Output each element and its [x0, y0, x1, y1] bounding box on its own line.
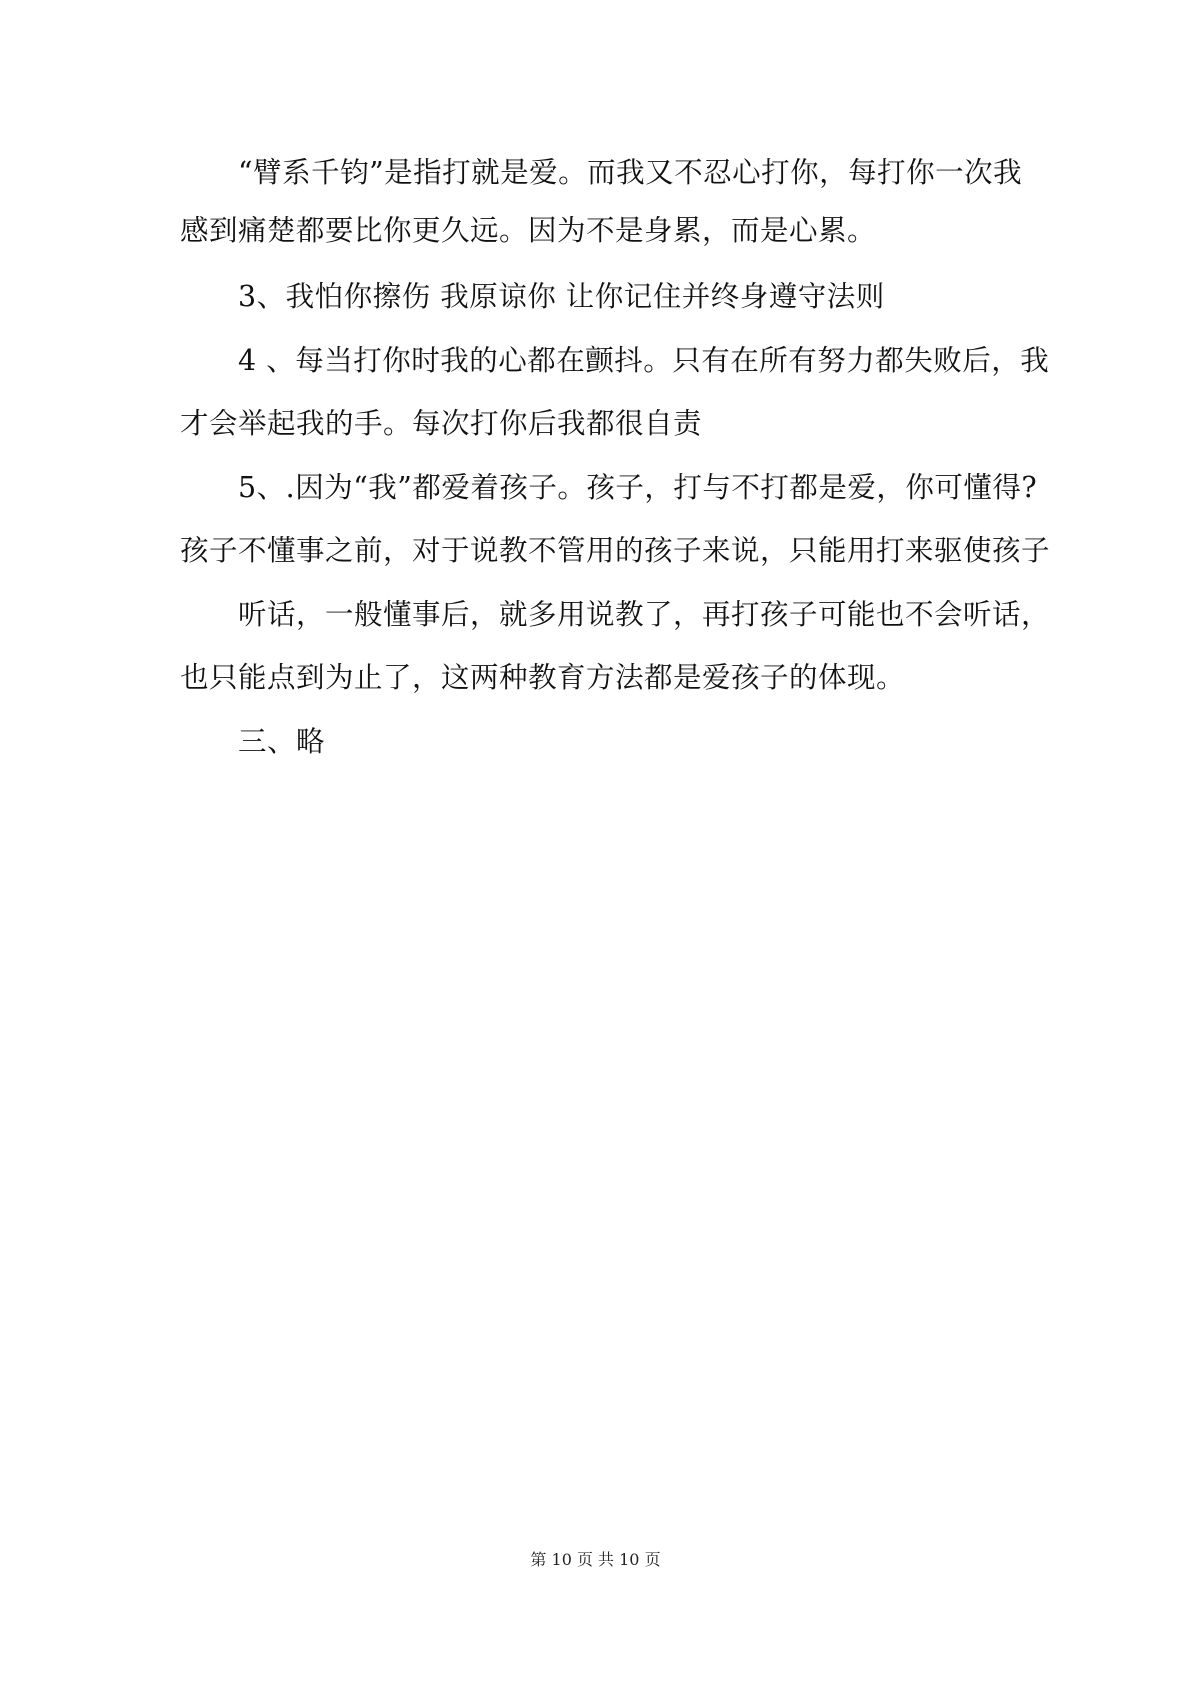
paragraph-line-3: 3、我怕你擦伤 我原谅你 让你记住并终身遵守法则: [238, 280, 885, 313]
section-heading: 三、略: [238, 725, 326, 758]
paragraph-line-7: 孩子不懂事之前，对于说教不管用的孩子来说，只能用打来驱使孩子: [180, 534, 1051, 567]
paragraph-line-2: 感到痛楚都要比你更久远。因为不是身累，而是心累。: [180, 214, 877, 247]
paragraph-line-5: 才会举起我的手。每次打你后我都很自责: [180, 407, 703, 440]
paragraph-line-1: “臂系千钧”是指打就是爱。而我又不忍心打你，每打你一次我: [238, 156, 1023, 189]
paragraph-line-6: 5、.因为“我”都爱着孩子。孩子，打与不打都是爱，你可懂得?: [238, 471, 1038, 504]
paragraph-line-9: 也只能点到为止了，这两种教育方法都是爱孩子的体现。: [180, 661, 906, 694]
paragraph-line-8: 听话，一般懂事后，就多用说教了，再打孩子可能也不会听话，: [238, 598, 1051, 631]
paragraph-line-4: 4 、每当打你时我的心都在颤抖。只有在所有努力都失败后，我: [238, 344, 1050, 377]
page-number-footer: 第 10 页 共 10 页: [530, 1550, 661, 1569]
